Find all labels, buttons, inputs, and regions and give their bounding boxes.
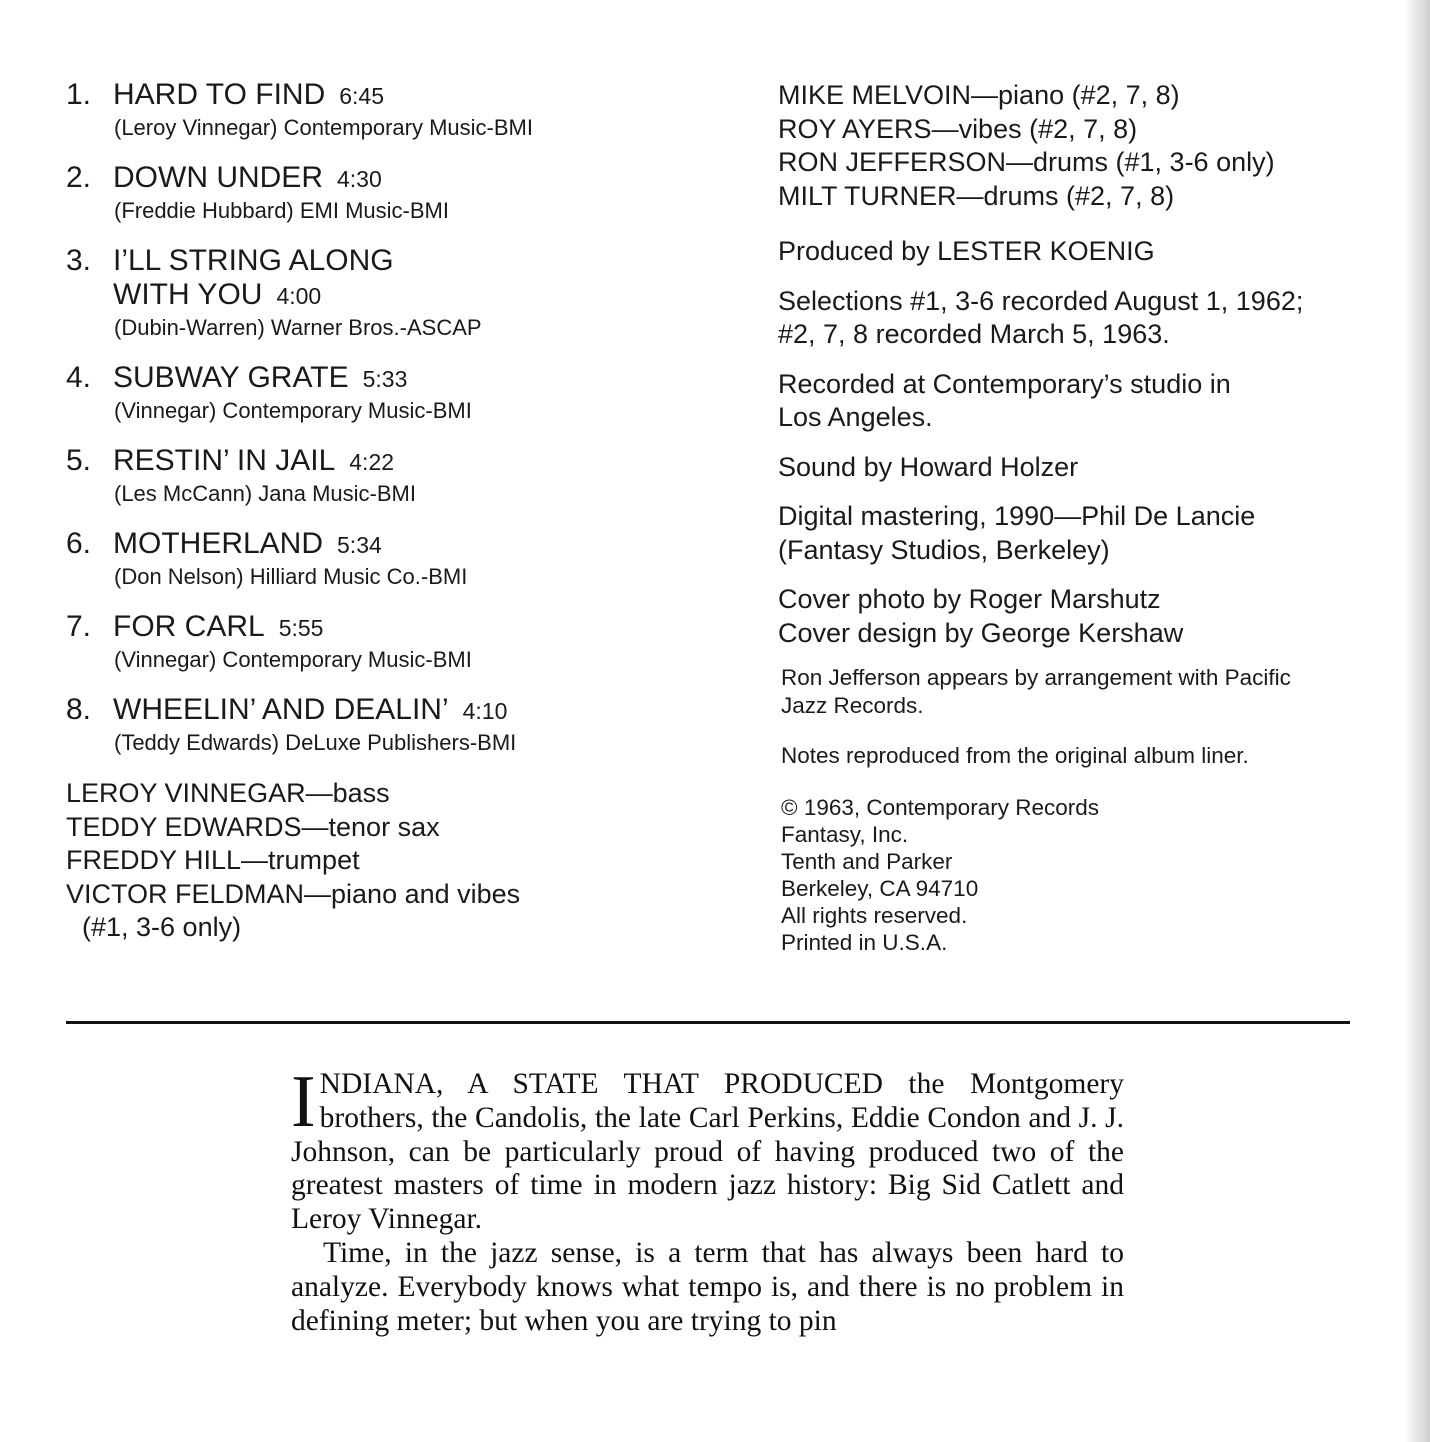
musician-credit: MIKE MELVOIN—piano (#2, 7, 8): [778, 80, 1180, 110]
track-item: [66, 693, 746, 758]
track-title: HARD TO FIND: [113, 78, 326, 111]
track-credit: (Freddie Hubbard) EMI Music-BMI: [114, 198, 449, 223]
mastering-credit: Digital mastering, 1990—Phil De Lancie (Fantasy Studios, Berkeley): [778, 501, 1256, 565]
arrangement-note: Ron Jefferson appears by arrangement with Pacific Jazz Records.: [781, 665, 1291, 718]
track-title: I’LL STRING ALONG WITH YOU: [113, 244, 394, 311]
studio-credit: Recorded at Contemporary’s studio in Los Angeles.: [778, 368, 1231, 432]
track-item: [66, 610, 746, 675]
track-number: 3.: [66, 244, 92, 277]
track-duration: 4:30: [337, 166, 382, 192]
track-title: RESTIN’ IN JAIL: [113, 444, 336, 477]
notes-reproduced-note: Notes reproduced from the original album liner.: [781, 743, 1249, 768]
track-number: 8.: [66, 693, 92, 726]
track-duration: 6:45: [339, 83, 385, 109]
personnel-list-right: [778, 79, 1378, 213]
recording-dates: Selections #1, 3-6 recorded August 1, 1962; #2, 7, 8 recorded March 5, 1963.: [778, 285, 1304, 349]
track-number: 6.: [66, 527, 92, 560]
track-number: 5.: [66, 444, 92, 477]
musician-credit: ROY AYERS—vibes (#2, 7, 8): [778, 113, 1138, 144]
musician-credit-note: (#1, 3-6 only): [82, 912, 242, 942]
track-title: FOR CARL: [113, 610, 265, 643]
track-number: 1.: [66, 78, 92, 111]
section-divider: [66, 1021, 1350, 1024]
musician-credit: MILT TURNER—drums (#2, 7, 8): [778, 180, 1175, 211]
track-item: [66, 527, 746, 592]
track-duration: 5:34: [337, 532, 382, 558]
liner-notes-essay: [291, 1061, 1124, 1338]
producer-credit: Produced by LESTER KOENIG: [778, 236, 1155, 266]
track-title: DOWN UNDER: [113, 161, 323, 194]
track-duration: 4:22: [349, 449, 395, 475]
track-list: [66, 78, 746, 776]
track-duration: 4:10: [462, 698, 508, 724]
musician-credit: VICTOR FELDMAN—piano and vibes: [66, 878, 521, 909]
track-item: [66, 444, 746, 509]
track-credit: (Leroy Vinnegar) Contemporary Music-BMI: [114, 115, 533, 140]
track-item: [66, 244, 746, 343]
track-item: [66, 361, 746, 426]
track-number: 4.: [66, 361, 92, 394]
musician-credit: RON JEFFERSON—drums (#1, 3-6 only): [778, 147, 1275, 177]
track-credit: (Don Nelson) Hilliard Music Co.-BMI: [114, 564, 468, 589]
track-credit: (Les McCann) Jana Music-BMI: [114, 481, 416, 506]
musician-credit: TEDDY EDWARDS—tenor sax: [66, 811, 440, 842]
cover-credits: Cover photo by Roger Marshutz Cover design by George Kershaw: [778, 584, 1184, 648]
sound-credit: Sound by Howard Holzer: [778, 451, 1079, 482]
track-number: 2.: [66, 161, 92, 194]
track-item: [66, 161, 746, 226]
track-credit: (Teddy Edwards) DeLuxe Publishers-BMI: [114, 730, 517, 755]
track-credit: (Vinnegar) Contemporary Music-BMI: [114, 647, 472, 672]
track-duration: 4:00: [276, 283, 322, 309]
musician-credit: LEROY VINNEGAR—bass: [66, 778, 390, 808]
essay-paragraph: INDIANA, A STATE THAT PRODUCED the Montgomery brothers, the Candolis, the late Carl Perkins, Eddie Condon and J. J. Johnson, can be particularly proud of having produced two of the greatest masters of time in modern jazz history: Big Sid Catlett and Leroy Vinnegar.: [291, 1061, 1124, 1236]
drop-cap: I: [291, 1061, 316, 1143]
track-item: [66, 78, 746, 143]
personnel-list-left: [66, 777, 746, 945]
track-credit: (Vinnegar) Contemporary Music-BMI: [114, 398, 472, 423]
track-duration: 5:33: [362, 366, 408, 392]
essay-paragraph: Time, in the jazz sense, is a term that has always been hard to analyze. Everybody knows what tempo is, and there is no problem in defining meter; but when you are trying to pin: [291, 1236, 1124, 1337]
track-number: 7.: [66, 610, 92, 643]
credits-column: [778, 79, 1378, 956]
track-title: MOTHERLAND: [113, 527, 324, 560]
track-title: SUBWAY GRATE: [113, 361, 349, 394]
track-credit: (Dubin-Warren) Warner Bros.-ASCAP: [114, 315, 482, 340]
page-edge-shadow: [1404, 0, 1430, 1442]
track-duration: 5:55: [278, 615, 324, 641]
musician-credit: FREDDY HILL—trumpet: [66, 845, 360, 875]
track-title: WHEELIN’ AND DEALIN’: [113, 693, 449, 726]
copyright-block: © 1963, Contemporary Records Fantasy, Inc. Tenth and Parker Berkeley, CA 94710 All rights reserved. Printed in U.S.A.: [781, 795, 1099, 955]
